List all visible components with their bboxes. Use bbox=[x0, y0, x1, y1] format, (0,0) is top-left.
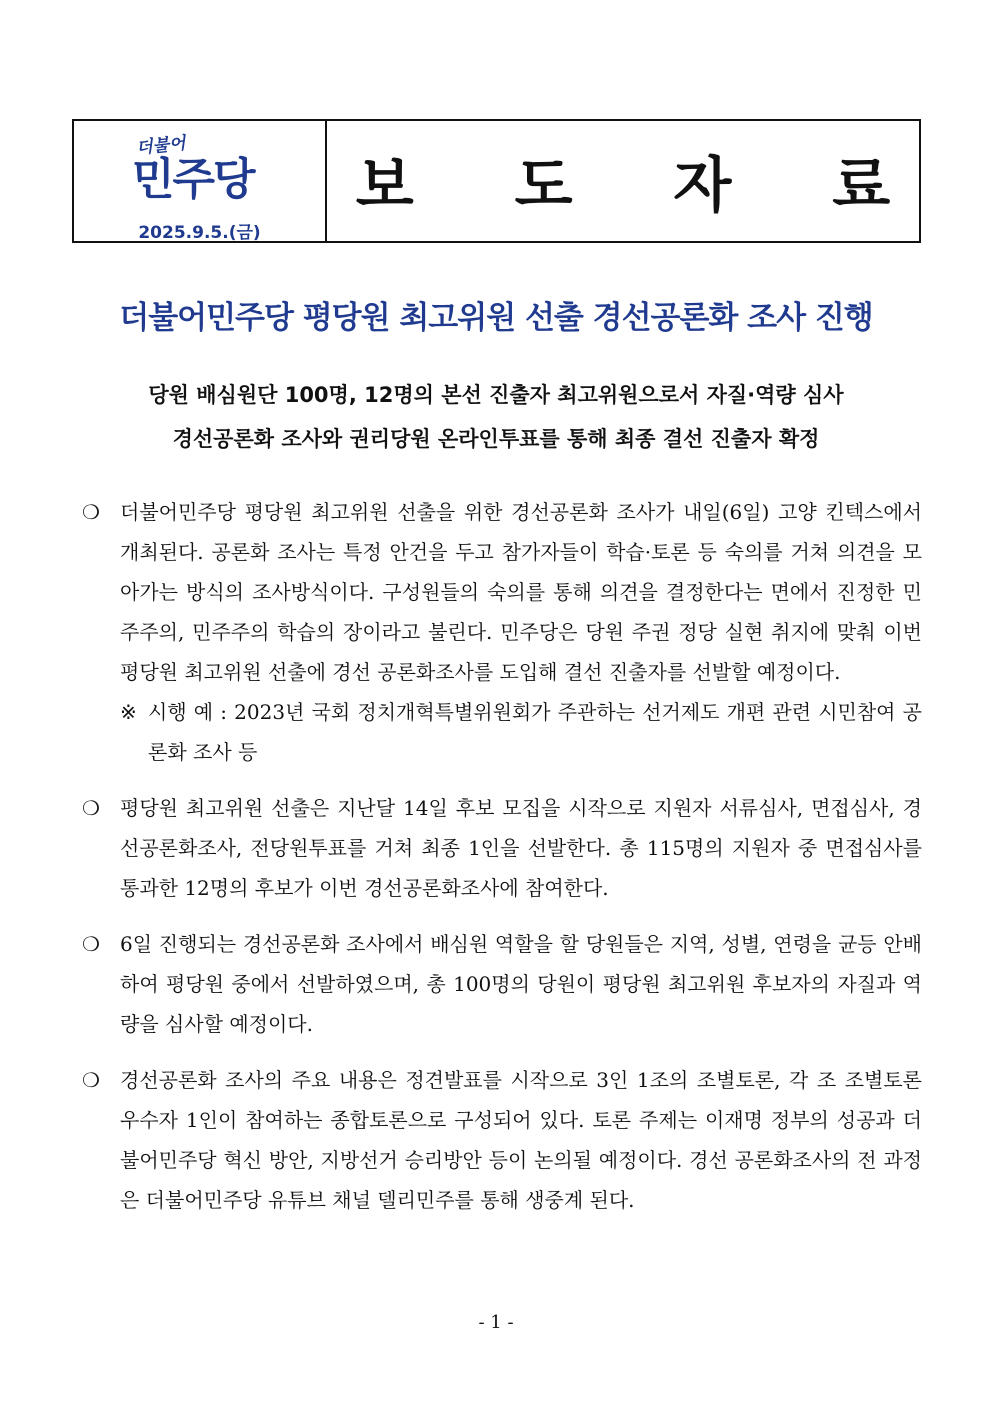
release-date: 2025.9.5.(금) bbox=[138, 223, 261, 243]
subheads bbox=[40, 373, 952, 461]
bullet-circle-icon: ❍ bbox=[82, 932, 100, 956]
note-text: 시행 예 : 2023년 국회 정치개혁특별위원회가 주관하는 선거제도 개편 관련 시민참여 공론화 조사 등 bbox=[148, 700, 922, 764]
paragraph-4 bbox=[80, 1060, 922, 1220]
title-cell bbox=[327, 121, 931, 241]
paragraph-1 bbox=[80, 492, 922, 692]
paragraph-3 bbox=[80, 924, 922, 1044]
paragraph-text: 평당원 최고위원 선출은 지난달 14일 후보 모집을 시작으로 지원자 서류심사, 면접심사, 경선공론화조사, 전당원투표를 거쳐 최종 1인을 선발한다. 총 115명의 지원자 중 면접심사를 통과한 12명의 후보가 이번 경선공론화조사에 참여한다. bbox=[120, 796, 922, 900]
header-box bbox=[72, 119, 931, 243]
subhead-1: 당원 배심원단 100명, 12명의 본선 진출자 최고위원으로서 자질·역량 심사 bbox=[148, 383, 844, 407]
reference-mark-icon: ※ bbox=[120, 700, 137, 724]
subhead-2: 경선공론화 조사와 권리당원 온라인투표를 통해 최종 결선 진출자 확정 bbox=[172, 427, 820, 451]
body-text bbox=[80, 492, 922, 1236]
paragraph-2 bbox=[80, 788, 922, 908]
logo-small-text: 더불어 bbox=[135, 133, 187, 159]
paragraph-text: 6일 진행되는 경선공론화 조사에서 배심원 역할을 할 당원들은 지역, 성별, 연령을 균등 안배하여 평당원 중에서 선발하였으며, 총 100명의 당원이 평당원 최고위원 후보자의 자질과 역량을 심사할 예정이다. bbox=[120, 932, 922, 1036]
press-release-title: 보 도 자 료 bbox=[355, 151, 931, 221]
logo-cell bbox=[74, 121, 327, 241]
page-number: - 1 - bbox=[478, 1312, 514, 1333]
party-logo: 민주당 bbox=[132, 154, 254, 205]
bullet-circle-icon: ❍ bbox=[82, 796, 100, 820]
headline: 더불어민주당 평당원 최고위원 선출 경선공론화 조사 진행 bbox=[119, 300, 873, 336]
paragraph-text: 더불어민주당 평당원 최고위원 선출을 위한 경선공론화 조사가 내일(6일) 고양 킨텍스에서 개최된다. 공론화 조사는 특정 안건을 두고 참가자들이 학습·토론 등 숙의를 거쳐 의견을 모아가는 방식의 조사방식이다. 구성원들의 숙의를 통해 의견을 결정한다는 면에서 진정한 민주주의, 민주주의 학습의 장이라고 불린다. 민주당은 당원 주권 정당 실현 취지에 맞춰 이번 평당원 최고위원 선출에 경선 공론화조사를 도입해 결선 진출자를 선발할 예정이다. bbox=[120, 500, 922, 684]
bullet-circle-icon: ❍ bbox=[82, 500, 100, 524]
note bbox=[80, 692, 922, 772]
paragraph-text: 경선공론화 조사의 주요 내용은 정견발표를 시작으로 3인 1조의 조별토론, 각 조 조별토론 우수자 1인이 참여하는 종합토론으로 구성되어 있다. 토론 주제는 이재명 정부의 성공과 더불어민주당 혁신 방안, 지방선거 승리방안 등이 논의될 예정이다. 경선 공론화조사의 전 과정은 더불어민주당 유튜브 채널 델리민주를 통해 생중계 된다. bbox=[120, 1068, 922, 1212]
bullet-circle-icon: ❍ bbox=[82, 1068, 100, 1092]
